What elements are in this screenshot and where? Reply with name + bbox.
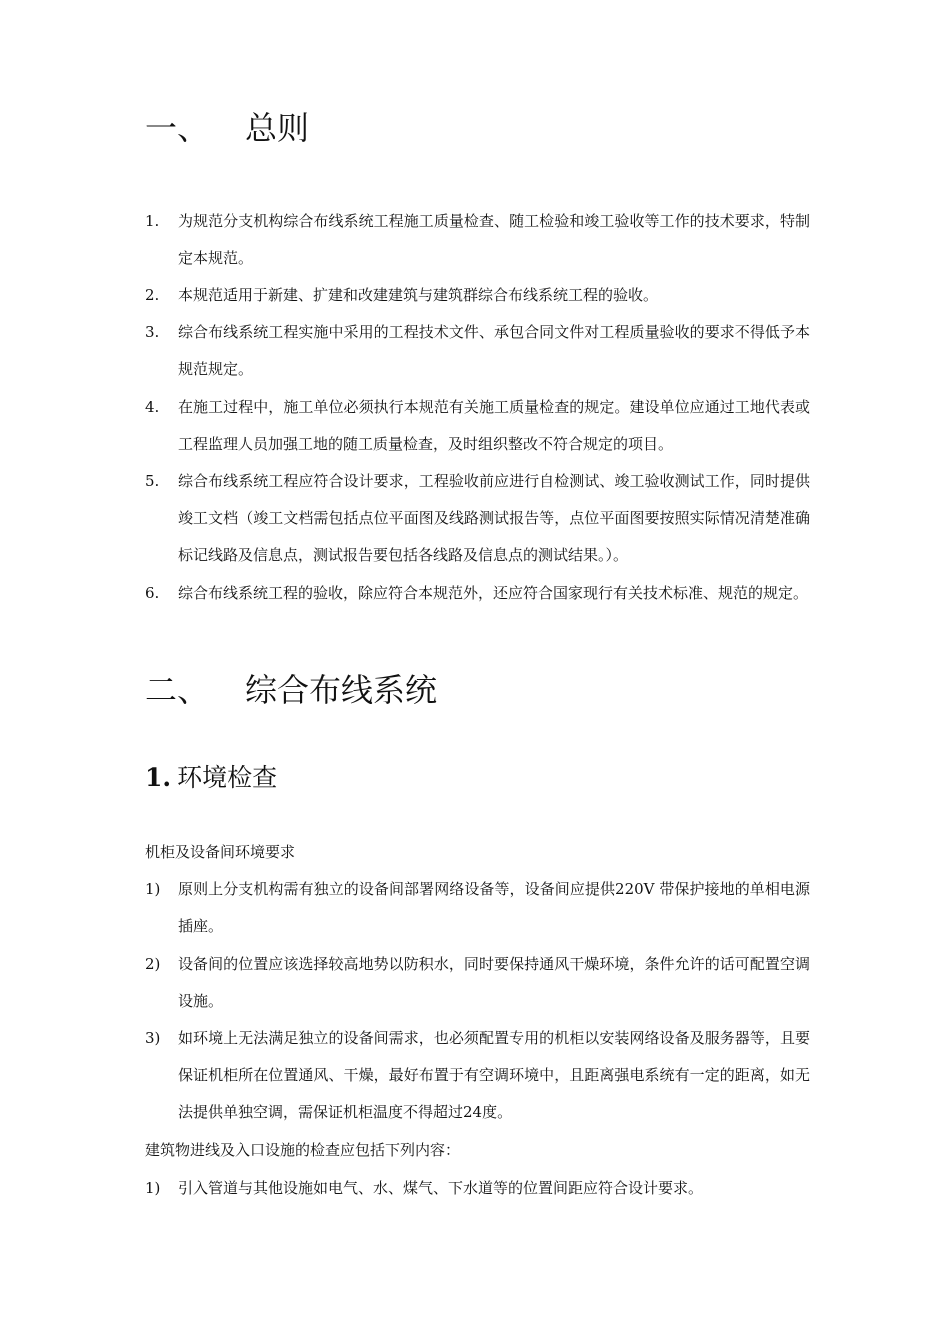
section-heading-general xyxy=(145,108,309,148)
subsection-title: 环境检查 xyxy=(177,763,278,792)
list-item-text: 综合布线系统工程实施中采用的工程技术文件、承包合同文件对工程质量验收的要求不得低予本规范规定。 xyxy=(178,323,810,378)
section-title: 综合布线系统 xyxy=(245,671,438,709)
list-item-text: 综合布线系统工程的验收，除应符合本规范外，还应符合国家现行有关技术标准、规范的规定。 xyxy=(178,584,809,602)
list-marker: 1) xyxy=(145,1179,161,1197)
section-heading-cabling xyxy=(145,670,437,710)
list-marker: 6. xyxy=(145,584,160,602)
list-marker: 4. xyxy=(145,398,160,416)
list-item xyxy=(145,575,810,612)
list-marker: 1. xyxy=(145,212,160,230)
list-marker: 2. xyxy=(145,286,160,304)
list-item xyxy=(145,871,810,945)
list-item xyxy=(145,314,810,388)
list-item xyxy=(145,946,810,1020)
list-marker: 3) xyxy=(145,1029,161,1047)
list-marker: 5. xyxy=(145,472,160,490)
list-item-text: 引入管道与其他设施如电气、水、煤气、下水道等的位置间距应符合设计要求。 xyxy=(178,1179,704,1197)
list-marker: 2) xyxy=(145,955,161,973)
paragraph-intro: 建筑物进线及入口设施的检查应包括下列内容： xyxy=(145,1141,461,1159)
list-item-text: 在施工过程中，施工单位必须执行本规范有关施工质量检查的规定。建设单位应通过工地代表或工程监理人员加强工地的随工质量检查，及时组织整改不符合规定的项目。 xyxy=(178,398,810,453)
list-item-text: 设备间的位置应该选择较高地势以防积水，同时要保持通风干燥环境，条件允许的话可配置空调设施。 xyxy=(178,955,810,1010)
list-item xyxy=(145,277,810,314)
section-number: 二、 xyxy=(145,671,210,709)
paragraph-intro: 机柜及设备间环境要求 xyxy=(145,843,296,861)
list-item-text: 原则上分支机构需有独立的设备间部署网络设备等，设备间应提供220V 带保护接地的单相电源插座。 xyxy=(178,880,810,935)
list-item xyxy=(145,389,810,463)
list-marker: 1) xyxy=(145,880,161,898)
list-item-text: 综合布线系统工程应符合设计要求，工程验收前应进行自检测试、竣工验收测试工作，同时提供竣工文档（竣工文档需包括点位平面图及线路测试报告等，点位平面图要按照实际情况清楚准确标记线路及信息点，测试报告要包括各线路及信息点的测试结果。）。 xyxy=(178,472,810,564)
list-marker: 3. xyxy=(145,323,160,341)
subsection-heading xyxy=(145,762,277,794)
list-item xyxy=(145,1020,810,1131)
subsection-number: 1. xyxy=(145,763,172,792)
list-item-text: 为规范分支机构综合布线系统工程施工质量检查、随工检验和竣工验收等工作的技术要求，特制定本规范。 xyxy=(178,212,810,267)
section-title: 总则 xyxy=(245,109,310,147)
list-item xyxy=(145,1170,810,1207)
section-number: 一、 xyxy=(145,109,210,147)
list-item xyxy=(145,463,810,574)
list-item xyxy=(145,203,810,277)
list-item-text: 本规范适用于新建、扩建和改建建筑与建筑群综合布线系统工程的验收。 xyxy=(178,286,659,304)
list-item-text: 如环境上无法满足独立的设备间需求，也必须配置专用的机柜以安装网络设备及服务器等，且要保证机柜所在位置通风、干燥，最好布置于有空调环境中，且距离强电系统有一定的距离，如无法提供单独空调，需保证机柜温度不得超过24度。 xyxy=(178,1029,810,1121)
